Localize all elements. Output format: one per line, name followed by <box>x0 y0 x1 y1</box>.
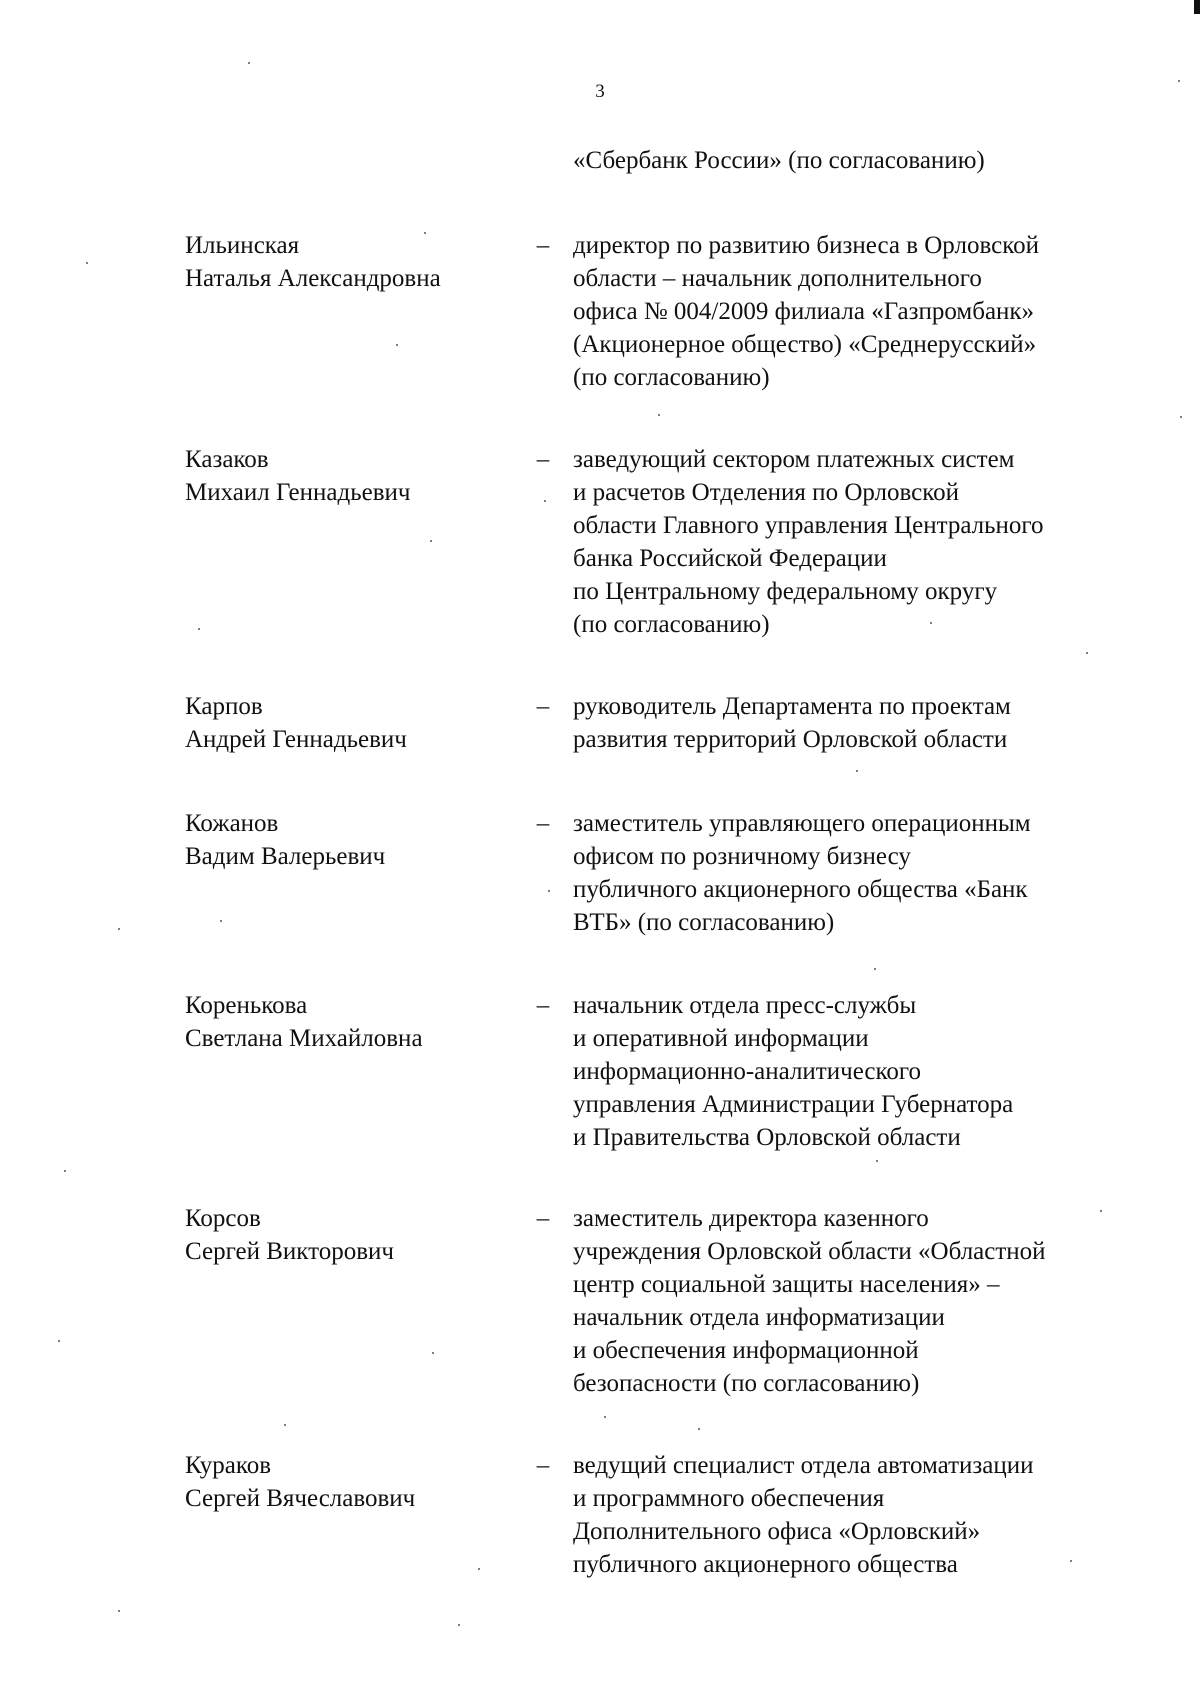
scan-speck <box>284 1424 286 1426</box>
scan-speck <box>1100 1210 1102 1212</box>
scan-speck <box>876 1160 878 1162</box>
position-line: и обеспечения информационной <box>573 1337 919 1364</box>
scan-speck <box>432 1352 434 1354</box>
position-line: начальник отдела информатизации <box>573 1304 945 1331</box>
position-line: заместитель управляющего операционным <box>573 810 1031 837</box>
entry-dash: – <box>536 1205 550 1232</box>
page-number: 3 <box>595 81 605 102</box>
position-line: (Акционерное общество) «Среднерусский» <box>573 331 1037 358</box>
scan-speck <box>1086 652 1088 654</box>
member-surname: Коренькова <box>185 992 308 1019</box>
scan-speck <box>248 62 250 64</box>
member-surname: Ильинская <box>185 232 300 259</box>
position-line: информационно-аналитического <box>573 1058 922 1085</box>
position-line: и расчетов Отделения по Орловской <box>573 479 960 506</box>
position-line: офиса № 004/2009 филиала «Газпромбанк» <box>573 298 1035 325</box>
member-name <box>185 1449 415 1515</box>
scan-speck <box>86 262 88 264</box>
position-line: и Правительства Орловской области <box>573 1124 961 1151</box>
scan-speck <box>424 232 426 234</box>
scan-speck <box>118 1610 120 1612</box>
position-line: начальник отдела пресс-службы <box>573 992 917 1019</box>
scan-speck <box>1070 1560 1072 1562</box>
position-line: области Главного управления Центрального <box>573 512 1044 539</box>
member-name <box>185 443 410 509</box>
position-line: ВТБ» (по согласованию) <box>573 909 835 936</box>
scan-speck <box>478 1568 480 1570</box>
entry-dash: – <box>536 1452 550 1479</box>
member-position <box>573 443 1044 641</box>
member-position <box>573 989 1013 1154</box>
position-line: (по согласованию) <box>573 611 770 638</box>
member-position <box>573 1202 1046 1400</box>
entry-dash: – <box>536 992 550 1019</box>
position-line: банка Российской Федерации <box>573 545 887 572</box>
member-given-names: Сергей Вячеславович <box>185 1485 416 1512</box>
member-given-names: Сергей Викторович <box>185 1238 394 1265</box>
scan-speck <box>930 622 932 624</box>
scan-speck <box>458 1624 460 1626</box>
member-position <box>573 1449 1034 1581</box>
scan-speck <box>430 540 432 542</box>
member-name <box>185 1202 394 1268</box>
member-surname: Кураков <box>185 1452 272 1479</box>
scan-speck <box>118 928 120 930</box>
scan-speck <box>1180 416 1182 418</box>
continuation-line: «Сбербанк России» (по согласованию) <box>573 147 985 174</box>
member-name <box>185 989 423 1055</box>
entry-dash: – <box>536 232 550 259</box>
entry-dash: – <box>536 810 550 837</box>
position-line: и программного обеспечения <box>573 1485 885 1512</box>
position-line: директор по развитию бизнеса в Орловской <box>573 232 1039 259</box>
scan-speck <box>1178 80 1180 82</box>
scan-speck <box>658 414 660 416</box>
position-line: управления Администрации Губернатора <box>573 1091 1014 1118</box>
member-given-names: Михаил Геннадьевич <box>185 479 411 506</box>
member-given-names: Вадим Валерьевич <box>185 843 386 870</box>
scan-speck <box>856 770 858 772</box>
position-line: (по согласованию) <box>573 364 770 391</box>
position-line: безопасности (по согласованию) <box>573 1370 920 1397</box>
scan-speck <box>604 1416 606 1418</box>
position-line: ведущий специалист отдела автоматизации <box>573 1452 1034 1479</box>
position-line: руководитель Департамента по проектам <box>573 693 1011 720</box>
member-surname: Карпов <box>185 693 263 720</box>
scan-speck <box>874 968 876 970</box>
member-given-names: Наталья Александровна <box>185 265 441 292</box>
position-line: офисом по розничному бизнесу <box>573 843 911 870</box>
position-line: области – начальник дополнительного <box>573 265 982 292</box>
position-line: развития территорий Орловской области <box>573 726 1008 753</box>
member-given-names: Светлана Михайловна <box>185 1025 423 1052</box>
position-line: по Центральному федеральному округу <box>573 578 998 605</box>
scan-speck <box>548 890 550 892</box>
scan-speck <box>64 1170 66 1172</box>
member-given-names: Андрей Геннадьевич <box>185 726 407 753</box>
position-line: и оперативной информации <box>573 1025 869 1052</box>
position-line: публичного акционерного общества <box>573 1551 958 1578</box>
position-line: заместитель директора казенного <box>573 1205 929 1232</box>
scan-speck <box>198 628 200 630</box>
scan-edge-mark <box>1194 0 1200 14</box>
scan-speck <box>544 500 546 502</box>
position-line: центр социальной защиты населения» – <box>573 1271 1000 1298</box>
member-surname: Кожанов <box>185 810 279 837</box>
scan-speck <box>396 344 398 346</box>
member-name <box>185 807 385 873</box>
scan-speck <box>220 920 222 922</box>
entry-dash: – <box>536 693 550 720</box>
member-position <box>573 229 1039 394</box>
entry-dash: – <box>536 446 550 473</box>
scan-speck <box>58 1340 60 1342</box>
scan-speck <box>698 1428 700 1430</box>
position-line: учреждения Орловской области «Областной <box>573 1238 1046 1265</box>
member-position <box>573 690 1011 756</box>
member-name <box>185 229 441 295</box>
member-name <box>185 690 407 756</box>
position-line: заведующий сектором платежных систем <box>573 446 1015 473</box>
member-position <box>573 807 1031 939</box>
position-line: публичного акционерного общества «Банк <box>573 876 1028 903</box>
member-surname: Корсов <box>185 1205 261 1232</box>
member-surname: Казаков <box>185 446 269 473</box>
position-line: Дополнительного офиса «Орловский» <box>573 1518 981 1545</box>
